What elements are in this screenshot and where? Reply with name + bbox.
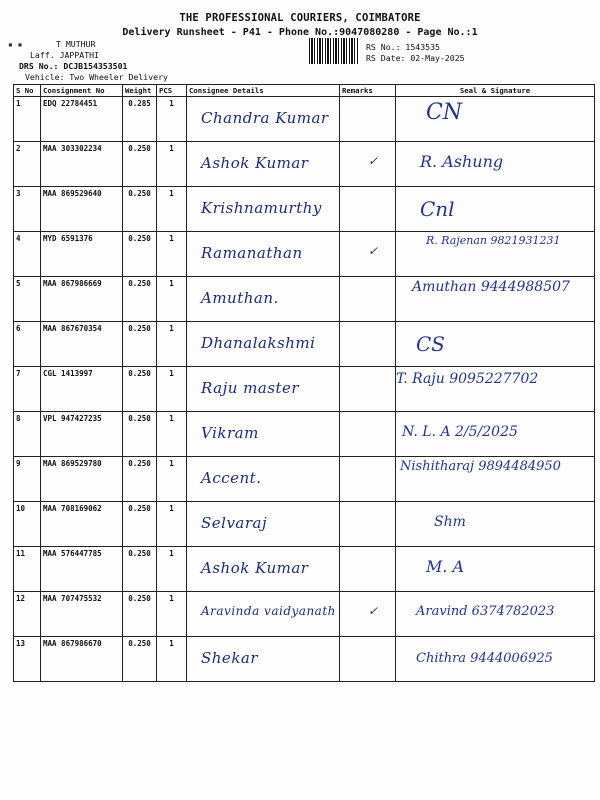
- row-signature-cell: [396, 232, 595, 277]
- row-consignee-cell: [187, 412, 340, 457]
- row-remarks-cell: [340, 97, 396, 142]
- row-remarks-cell: [340, 637, 396, 682]
- row-signature-cell: [396, 367, 595, 412]
- row-sno: 5: [14, 277, 41, 322]
- row-weight: 0.250: [123, 187, 157, 232]
- row-pcs: 1: [157, 322, 187, 367]
- row-signature-handwritten: T. Raju 9095227702: [396, 371, 539, 387]
- row-pcs: 1: [157, 412, 187, 457]
- row-signature-handwritten: Shm: [434, 514, 466, 530]
- row-consignee-handwritten: Accent.: [201, 469, 262, 487]
- row-consignee-cell: [187, 547, 340, 592]
- row-consignee-handwritten: Ashok Kumar: [201, 559, 309, 577]
- rs-number: RS No.: 1543535: [366, 42, 440, 52]
- row-consignee-handwritten: Chandra Kumar: [201, 109, 329, 127]
- row-consignee-cell: [187, 277, 340, 322]
- row-sno: 7: [14, 367, 41, 412]
- agent-name-line1: T MUTHUR: [56, 39, 96, 49]
- col-header-weight: Weight: [123, 85, 157, 97]
- row-consignment-no: CGL 1413997: [41, 367, 123, 412]
- row-consignment-no: MAA 869529780: [41, 457, 123, 502]
- table-row: [14, 142, 595, 187]
- col-header-sno: S No: [14, 85, 41, 97]
- vehicle-type: Vehicle: Two Wheeler Delivery: [25, 72, 168, 82]
- row-consignment-no: MYD 6591376: [41, 232, 123, 277]
- row-signature-cell: [396, 412, 595, 457]
- row-sno: 11: [14, 547, 41, 592]
- row-consignee-handwritten: Ramanathan: [201, 244, 303, 262]
- table-row: [14, 502, 595, 547]
- row-consignee-handwritten: Vikram: [201, 424, 259, 442]
- row-consignee-cell: [187, 637, 340, 682]
- row-pcs: 1: [157, 97, 187, 142]
- row-signature-cell: [396, 322, 595, 367]
- row-signature-cell: [396, 187, 595, 232]
- runsheet-table: [13, 84, 595, 682]
- row-signature-handwritten: N. L. A 2/5/2025: [402, 424, 518, 440]
- row-signature-handwritten: Nishitharaj 9894484950: [400, 459, 561, 474]
- row-sno: 3: [14, 187, 41, 232]
- row-weight: 0.250: [123, 277, 157, 322]
- row-weight: 0.250: [123, 232, 157, 277]
- col-header-signature: Seal & Signature: [396, 85, 595, 97]
- row-weight: 0.250: [123, 547, 157, 592]
- row-consignee-cell: [187, 142, 340, 187]
- table-row: [14, 232, 595, 277]
- company-title: THE PROFESSIONAL COURIERS, COIMBATORE: [179, 12, 421, 24]
- row-consignee-cell: [187, 457, 340, 502]
- row-remarks-cell: [340, 457, 396, 502]
- row-remarks-cell: [340, 187, 396, 232]
- col-header-consignment: Consignment No: [41, 85, 123, 97]
- row-consignee-handwritten: Amuthan.: [201, 289, 279, 307]
- row-consignee-cell: [187, 367, 340, 412]
- rs-date: RS Date: 02-May-2025: [366, 53, 465, 63]
- row-signature-cell: [396, 142, 595, 187]
- row-remarks-cell: [340, 547, 396, 592]
- row-remarks-cell: [340, 502, 396, 547]
- row-consignee-handwritten: Ashok Kumar: [201, 154, 309, 172]
- row-pcs: 1: [157, 367, 187, 412]
- table-row: [14, 412, 595, 457]
- row-pcs: 1: [157, 457, 187, 502]
- row-signature-handwritten: CS: [416, 332, 446, 356]
- row-consignee-cell: [187, 502, 340, 547]
- barcode-image: [309, 38, 359, 64]
- row-signature-cell: [396, 637, 595, 682]
- row-pcs: 1: [157, 277, 187, 322]
- drs-number: DRS No.: DCJB154353501: [19, 61, 128, 71]
- row-signature-handwritten: R. Ashung: [420, 152, 504, 171]
- col-header-remarks: Remarks: [340, 85, 396, 97]
- row-pcs: 1: [157, 547, 187, 592]
- agent-name-line2: Laff. JAPPATHI: [30, 50, 100, 60]
- row-remarks-cell: [340, 322, 396, 367]
- row-weight: 0.250: [123, 142, 157, 187]
- row-pcs: 1: [157, 592, 187, 637]
- row-consignee-handwritten: Aravinda vaidyanath: [201, 604, 336, 618]
- row-signature-cell: [396, 97, 595, 142]
- table-row: [14, 187, 595, 232]
- row-consignee-handwritten: Raju master: [201, 379, 300, 397]
- row-weight: 0.250: [123, 637, 157, 682]
- row-weight: 0.250: [123, 457, 157, 502]
- row-consignment-no: MAA 867670354: [41, 322, 123, 367]
- row-signature-handwritten: CN: [426, 100, 463, 125]
- row-consignment-no: MAA 707475532: [41, 592, 123, 637]
- row-consignee-cell: [187, 97, 340, 142]
- row-remark-tick: ✓: [368, 154, 379, 168]
- row-weight: 0.250: [123, 412, 157, 457]
- table-row: [14, 637, 595, 682]
- row-sno: 1: [14, 97, 41, 142]
- row-weight: 0.250: [123, 592, 157, 637]
- row-sno: 10: [14, 502, 41, 547]
- row-consignee-handwritten: Selvaraj: [201, 514, 268, 532]
- row-pcs: 1: [157, 187, 187, 232]
- row-signature-cell: [396, 457, 595, 502]
- table-row: [14, 457, 595, 502]
- row-remarks-cell: [340, 592, 396, 637]
- row-consignment-no: MAA 708169062: [41, 502, 123, 547]
- row-weight: 0.285: [123, 97, 157, 142]
- row-sno: 6: [14, 322, 41, 367]
- row-consignment-no: MAA 869529640: [41, 187, 123, 232]
- row-consignee-cell: [187, 187, 340, 232]
- row-consignment-no: VPL 947427235: [41, 412, 123, 457]
- row-remarks-cell: [340, 277, 396, 322]
- table-header-row: [14, 85, 595, 97]
- row-weight: 0.250: [123, 367, 157, 412]
- row-signature-handwritten: Cnl: [420, 197, 455, 221]
- table-row: [14, 277, 595, 322]
- row-consignment-no: EDQ 22784451: [41, 97, 123, 142]
- row-weight: 0.250: [123, 322, 157, 367]
- row-remarks-cell: [340, 232, 396, 277]
- row-pcs: 1: [157, 502, 187, 547]
- row-sno: 9: [14, 457, 41, 502]
- row-weight: 0.250: [123, 502, 157, 547]
- row-signature-handwritten: Amuthan 9444988507: [412, 279, 570, 295]
- row-consignee-handwritten: Dhanalakshmi: [201, 334, 316, 352]
- scan-mark: ▪ ▪: [8, 40, 23, 49]
- row-consignee-cell: [187, 592, 340, 637]
- row-sno: 8: [14, 412, 41, 457]
- row-consignment-no: MAA 303302234: [41, 142, 123, 187]
- table-row: [14, 547, 595, 592]
- table-row: [14, 322, 595, 367]
- col-header-pcs: PCS: [157, 85, 187, 97]
- row-remarks-cell: [340, 142, 396, 187]
- row-consignee-handwritten: Shekar: [201, 649, 259, 667]
- row-signature-handwritten: M. A: [426, 557, 465, 576]
- row-signature-handwritten: R. Rajenan 9821931231: [426, 234, 561, 247]
- row-sno: 13: [14, 637, 41, 682]
- row-pcs: 1: [157, 142, 187, 187]
- row-signature-handwritten: Chithra 9444006925: [416, 651, 553, 666]
- row-remark-tick: ✓: [368, 604, 379, 618]
- row-remark-tick: ✓: [368, 244, 379, 258]
- row-signature-cell: [396, 547, 595, 592]
- row-consignee-handwritten: Krishnamurthy: [201, 199, 322, 217]
- table-row: [14, 367, 595, 412]
- row-signature-cell: [396, 277, 595, 322]
- row-consignment-no: MAA 576447785: [41, 547, 123, 592]
- row-sno: 12: [14, 592, 41, 637]
- col-header-consignee: Consignee Details: [187, 85, 340, 97]
- row-remarks-cell: [340, 412, 396, 457]
- row-sno: 4: [14, 232, 41, 277]
- row-consignee-cell: [187, 232, 340, 277]
- row-remarks-cell: [340, 367, 396, 412]
- row-signature-handwritten: Aravind 6374782023: [416, 604, 555, 619]
- table-row: [14, 97, 595, 142]
- row-consignment-no: MAA 867986670: [41, 637, 123, 682]
- row-pcs: 1: [157, 232, 187, 277]
- row-pcs: 1: [157, 637, 187, 682]
- table-row: [14, 592, 595, 637]
- runsheet-title: Delivery Runsheet - P41 - Phone No.:9047080280 - Page No.:1: [122, 27, 478, 38]
- row-sno: 2: [14, 142, 41, 187]
- row-consignment-no: MAA 867986669: [41, 277, 123, 322]
- row-signature-cell: [396, 502, 595, 547]
- row-signature-cell: [396, 592, 595, 637]
- row-consignee-cell: [187, 322, 340, 367]
